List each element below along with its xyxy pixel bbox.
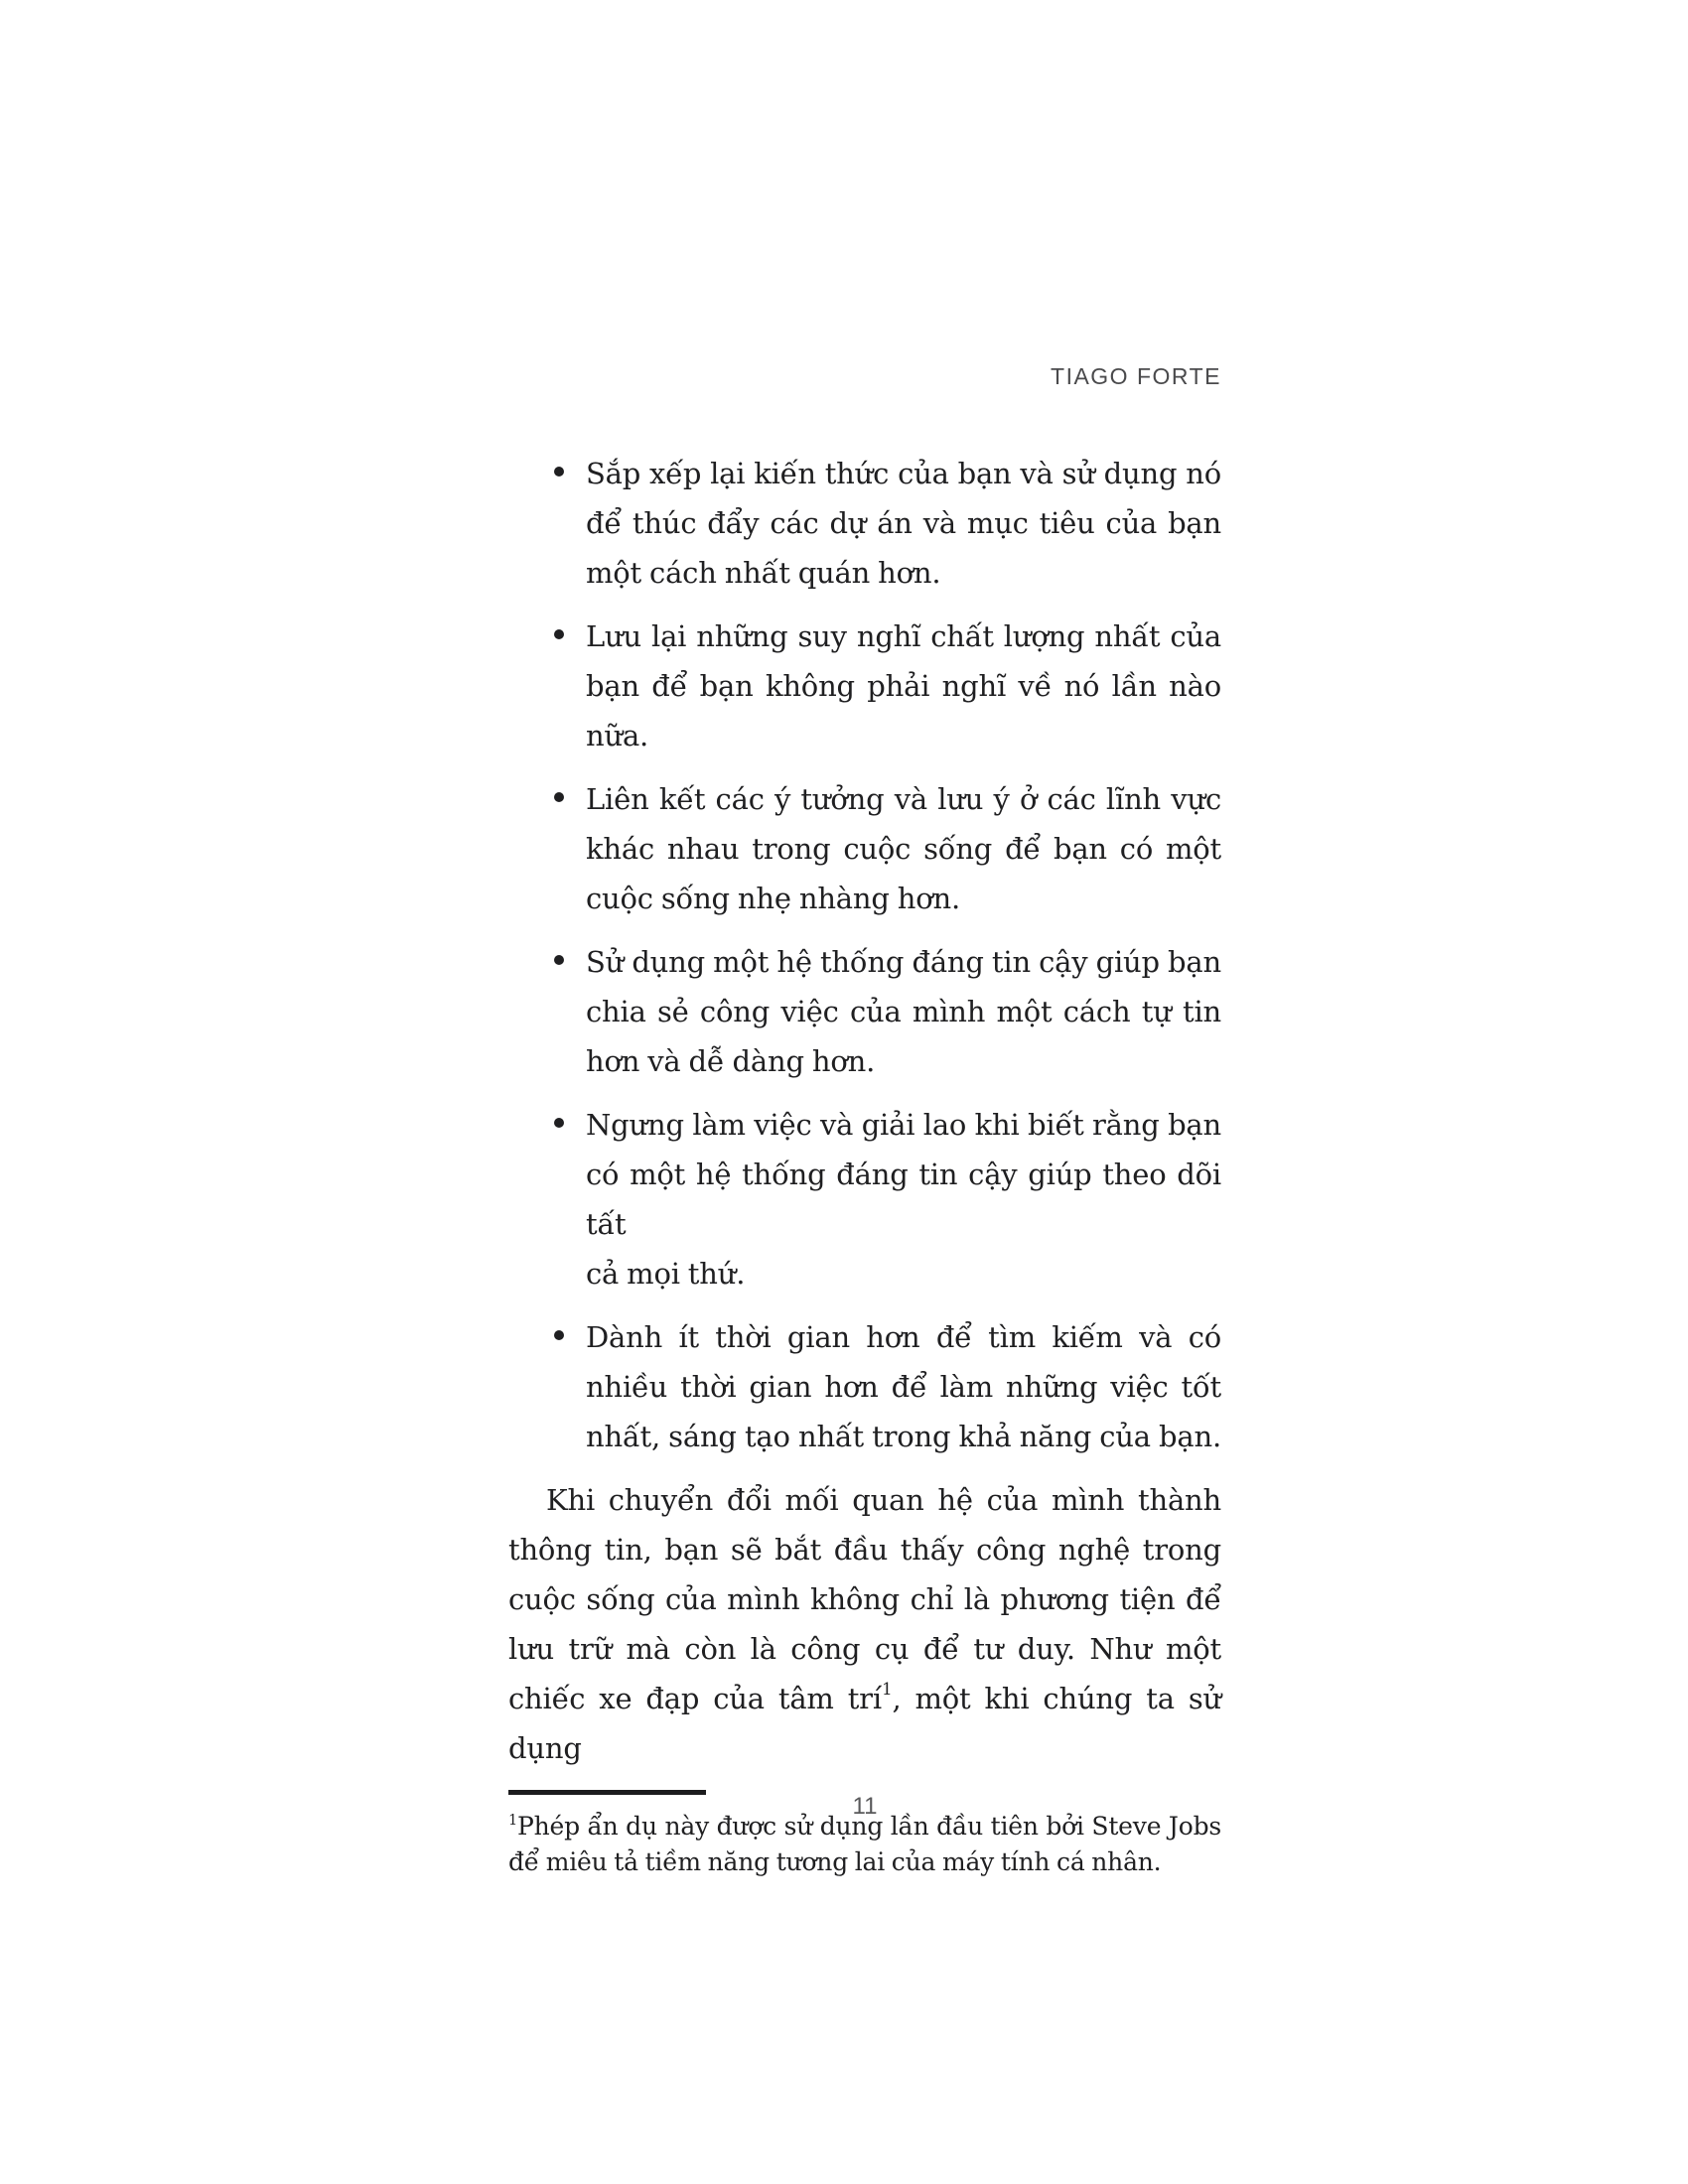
bullet-line: cuộc sống nhẹ nhàng hơn. bbox=[586, 882, 960, 915]
bullet-line: có một hệ thống đáng tin cậy giúp theo dõi tất bbox=[586, 1158, 1221, 1241]
paragraph-line: lưu trữ mà còn là công cụ để tư duy. Như một bbox=[508, 1632, 1221, 1666]
bullet-dot-icon bbox=[554, 629, 564, 639]
bullet-item-4 bbox=[508, 937, 1221, 1086]
body-paragraph bbox=[508, 1475, 1221, 1773]
page-number: 11 bbox=[852, 1793, 878, 1820]
paragraph-text: , một khi chúng ta sử dụng bbox=[508, 1682, 1222, 1765]
bullet-line: Sử dụng một hệ thống đáng tin cậy giúp bạn bbox=[586, 945, 1221, 979]
bullet-line: Ngưng làm việc và giải lao khi biết rằng bạn bbox=[586, 1108, 1221, 1142]
bullet-line: Liên kết các ý tưởng và lưu ý ở các lĩnh vực bbox=[586, 782, 1221, 816]
paragraph-text: chiếc xe đạp của tâm trí bbox=[508, 1682, 882, 1715]
bullet-line: bạn để bạn không phải nghĩ về nó lần nào nữa. bbox=[586, 669, 1221, 752]
paragraph-line bbox=[508, 1674, 1221, 1773]
bullet-line: chia sẻ công việc của mình một cách tự tin bbox=[586, 995, 1221, 1028]
bullet-item-3 bbox=[508, 774, 1221, 923]
bullet-line: một cách nhất quán hơn. bbox=[586, 556, 941, 590]
bullet-dot-icon bbox=[554, 792, 564, 802]
bullet-item-2 bbox=[508, 612, 1221, 760]
bullet-line: Dành ít thời gian hơn để tìm kiếm và có bbox=[586, 1320, 1221, 1354]
paragraph-line: Khi chuyển đổi mối quan hệ của mình thành bbox=[546, 1483, 1221, 1517]
footnote-number-superscript: 1 bbox=[508, 1813, 518, 1829]
page-content bbox=[508, 449, 1221, 1880]
footnote-text: Phép ẩn dụ này được sử dụng lần đầu tiên bởi Steve Jobs bbox=[517, 1812, 1221, 1841]
bullet-line: Lưu lại những suy nghĩ chất lượng nhất của bbox=[586, 619, 1221, 653]
bullet-line: nhiều thời gian hơn để làm những việc tốt bbox=[586, 1370, 1221, 1404]
bullet-item-6 bbox=[508, 1312, 1221, 1461]
bullet-line: để thúc đẩy các dự án và mục tiêu của bạn bbox=[586, 506, 1221, 540]
bullet-line: Sắp xếp lại kiến thức của bạn và sử dụng nó bbox=[586, 457, 1221, 490]
bullet-item-5 bbox=[508, 1100, 1221, 1298]
bullet-dot-icon bbox=[554, 1330, 564, 1340]
running-header: TIAGO FORTE bbox=[1051, 363, 1221, 389]
bullet-dot-icon bbox=[554, 467, 564, 477]
paragraph-line: thông tin, bạn sẽ bắt đầu thấy công nghệ trong bbox=[508, 1533, 1221, 1567]
bullet-line: hơn và dễ dàng hơn. bbox=[586, 1044, 876, 1078]
bullet-line: khác nhau trong cuộc sống để bạn có một bbox=[586, 832, 1221, 866]
bullet-line: cả mọi thứ. bbox=[586, 1257, 746, 1291]
bullet-list bbox=[508, 449, 1221, 1461]
bullet-dot-icon bbox=[554, 1118, 564, 1128]
footnote-reference-superscript: 1 bbox=[881, 1679, 893, 1699]
bullet-line: nhất, sáng tạo nhất trong khả năng của bạn. bbox=[586, 1420, 1221, 1453]
paragraph-line: cuộc sống của mình không chỉ là phương tiện để bbox=[508, 1582, 1221, 1616]
bullet-item-1 bbox=[508, 449, 1221, 598]
bullet-dot-icon bbox=[554, 955, 564, 965]
footnote-line: để miêu tả tiềm năng tương lai của máy tính cá nhân. bbox=[508, 1847, 1162, 1876]
